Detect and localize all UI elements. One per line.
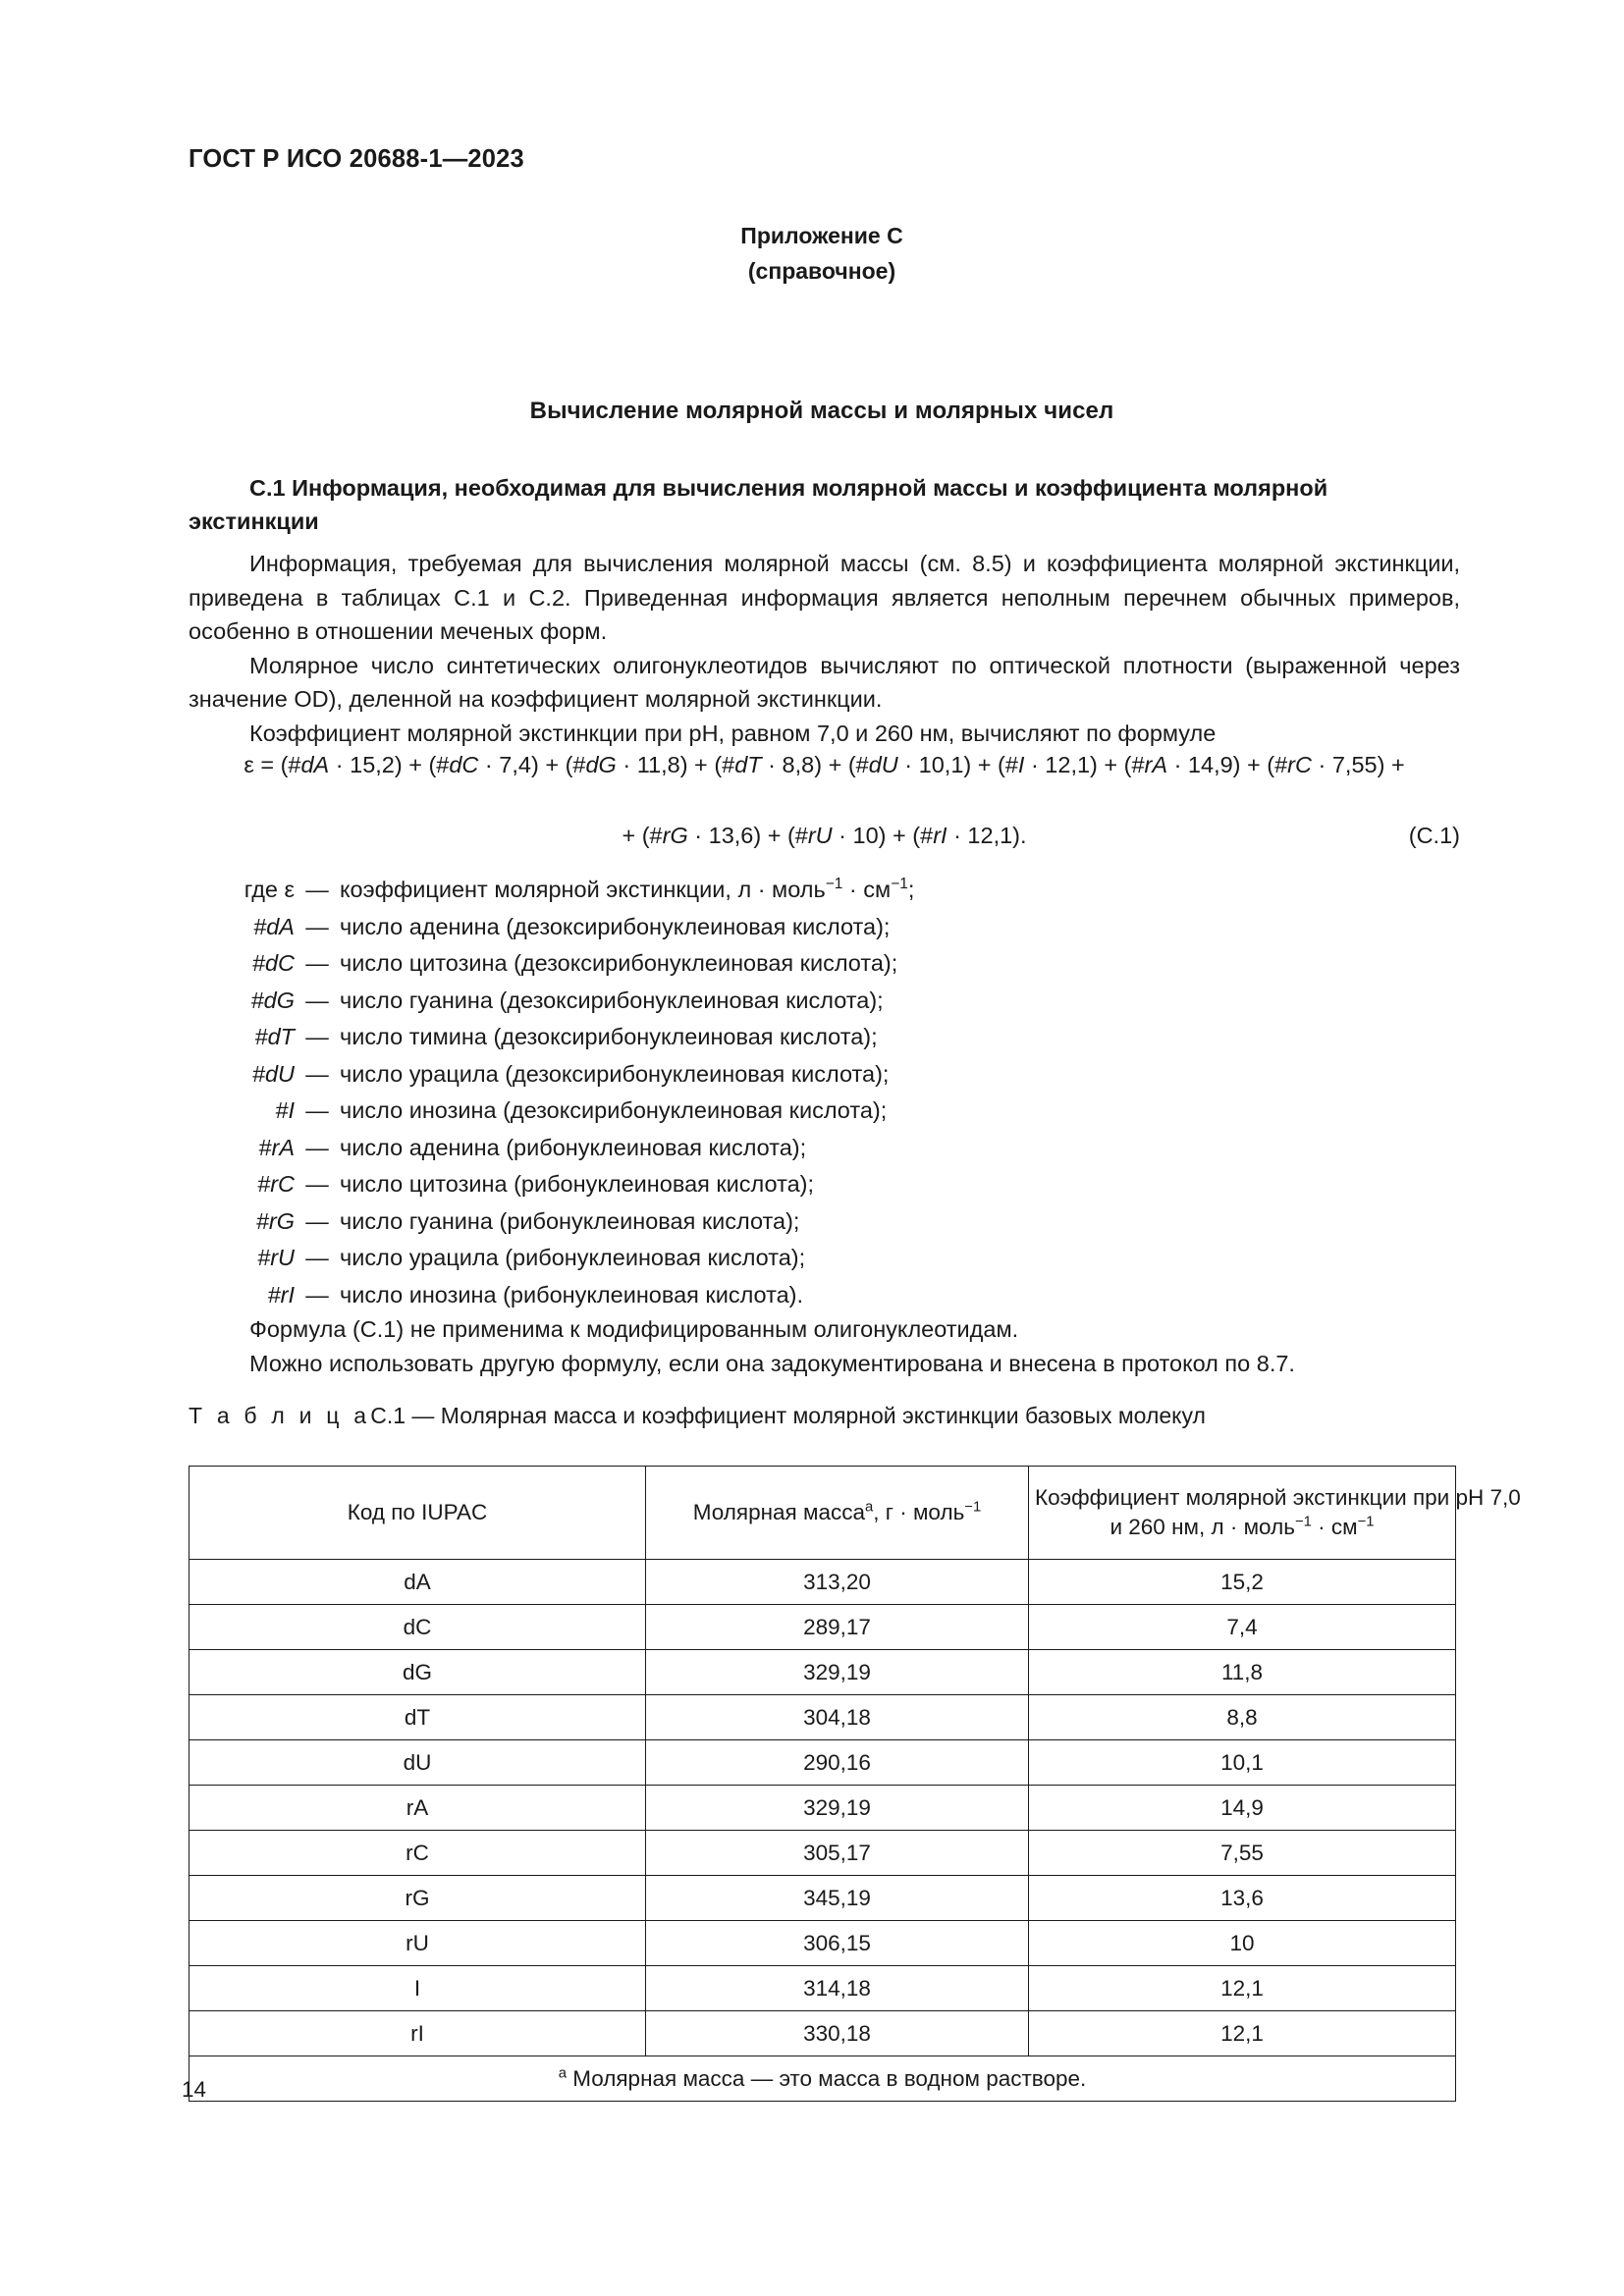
cell-extinction: 8,8 [1029,1695,1456,1740]
table-row [189,1560,1456,1605]
formula-line-2 [189,819,1460,852]
definition-dash: — [305,1245,329,1270]
table-row [189,1921,1456,1966]
definition-symbol: #rC [257,1171,295,1197]
definition-symbol: #rI [267,1281,295,1308]
column-header-iupac-code: Код по IUPAC [189,1467,646,1560]
table-body [189,1560,1456,2102]
trailing-paragraph-2: Можно использовать другую формулу, если она задокументирована и внесена в протокол по 8.7. [249,1350,1295,1376]
definition-text-pre: коэффициент молярной экстинкции, л · моль [340,877,826,902]
cell-code: rC [189,1831,646,1876]
column-header-molar-mass-pre: Молярная масса [692,1500,865,1524]
footnote-marker-superscript: a [864,1499,874,1516]
page-number: 14 [182,2077,207,2102]
cell-code: dT [189,1695,646,1740]
definition-text-mid: · см [842,877,892,902]
cell-extinction: 13,6 [1029,1876,1456,1921]
footnote-text: Молярная масса — это масса в водном растворе. [572,2065,1087,2091]
cell-extinction: 10 [1029,1921,1456,1966]
definition-symbol: #rU [257,1245,295,1270]
definition-dash: — [305,950,329,976]
definition-sup-1: −1 [825,876,843,893]
definition-symbol: #rA [258,1134,295,1160]
annex-kind: (справочное) [747,258,896,284]
cell-mass: 290,16 [646,1740,1029,1786]
table-footnote-row [189,2056,1456,2102]
cell-code: rG [189,1876,646,1921]
definition-row [137,1203,1463,1241]
definition-text: число аденина (рибонуклеиновая кислота); [340,1134,807,1160]
document-header: ГОСТ Р ИСО 20688-1—2023 [189,145,524,173]
cell-extinction: 10,1 [1029,1740,1456,1786]
cell-code: dU [189,1740,646,1786]
annex-title: Вычисление молярной массы и молярных чисел [529,398,1114,424]
cell-code: rA [189,1786,646,1831]
cell-code: dG [189,1650,646,1695]
definition-row [137,1019,1463,1056]
definition-symbol: #dU [251,1060,295,1087]
cell-extinction: 14,9 [1029,1786,1456,1831]
definition-dash: — [305,1134,329,1160]
cell-extinction: 7,55 [1029,1831,1456,1876]
column-header-extinction-mid: · см [1311,1515,1358,1539]
table-caption [189,1403,1460,1429]
definition-row [137,872,1463,909]
paragraph-2: Молярное число синтетических олигонуклеотидов вычисляют по оптической плотности (выраженной через значение OD), деленной на коэффициент молярной экстинкции. [189,652,1460,712]
table-c1 [189,1466,1521,2102]
cell-mass: 329,19 [646,1786,1029,1831]
cell-mass: 314,18 [646,1966,1029,2011]
column-header-extinction-line2 [1110,1515,1374,1539]
definition-text: число гуанина (дезоксирибонуклеиновая кислота); [340,987,884,1013]
definition-row [137,1240,1463,1277]
column-header-extinction [1029,1467,1521,1560]
formula-number: (С.1) [1408,823,1460,848]
cell-code: dA [189,1560,646,1605]
definition-symbol: #dC [251,950,295,976]
definition-symbol: #dT [254,1024,295,1049]
definition-row [137,1056,1463,1094]
trailing-paragraph-1: Формула (С.1) не применима к модифицированным олигонуклеотидам. [249,1316,1019,1342]
table-row [189,1786,1456,1831]
cell-mass: 304,18 [646,1695,1029,1740]
definition-symbol: #I [275,1097,295,1123]
cell-code: dC [189,1605,646,1650]
definition-text: число инозина (дезоксирибонуклеиновая кислота); [340,1097,888,1123]
definition-dash: — [305,1097,329,1123]
clause-heading: С.1 Информация, необходимая для вычисления молярной массы и коэффициента молярной экстинкции [189,475,1328,534]
annex-heading-block [189,218,1455,289]
definition-symbol: где ε [244,877,295,902]
column-header-extinction-sup1: −1 [1294,1514,1312,1530]
definition-sup-2: −1 [891,876,908,893]
table-row [189,1831,1456,1876]
column-header-molar-mass-sup2: −1 [964,1499,982,1516]
column-header-extinction-line1: Коэффициент молярной экстинкции при pH 7,0 [1035,1485,1521,1510]
cell-extinction: 11,8 [1029,1650,1456,1695]
definition-text: число урацила (рибонуклеиновая кислота); [340,1245,806,1270]
table-head [189,1467,1521,1560]
definition-text: число урацила (дезоксирибонуклеиновая кислота); [340,1060,890,1087]
cell-code: I [189,1966,646,2011]
definition-text [340,872,1463,909]
table-c1-wrapper [189,1466,1521,2102]
definition-text: число цитозина (дезоксирибонуклеиновая кислота); [340,950,898,976]
table-row [189,1740,1456,1786]
definition-dash: — [305,1024,329,1049]
formula-line-1: ε = (#dA · 15,2) + (#dC · 7,4) + (#dG · 11,8) + (#dT · 8,8) + (#dU · 10,1) + (#I · 12,1) + (#rA · 14,9) + (#rC · 7,55) + [244,752,1405,777]
table-caption-label: Т а б л и ц а [189,1403,371,1428]
definition-symbol: #rG [255,1207,295,1234]
table-row [189,2011,1456,2056]
definition-dash: — [305,1060,329,1087]
cell-code: rU [189,1921,646,1966]
trailing-paragraphs [189,1312,1460,1380]
cell-mass: 313,20 [646,1560,1029,1605]
definition-row [137,983,1463,1020]
cell-mass: 330,18 [646,2011,1029,2056]
cell-extinction: 7,4 [1029,1605,1456,1650]
cell-mass: 306,15 [646,1921,1029,1966]
definition-text: число цитозина (рибонуклеиновая кислота); [340,1171,815,1197]
definition-text: число тимина (дезоксирибонуклеиновая кислота); [340,1024,878,1049]
paragraph-1: Информация, требуемая для вычисления молярной массы (см. 8.5) и коэффициента молярной экстинкции, приведена в таблицах С.1 и С.2. Приведенная информация является неполным перечнем обычных примеров, особенно в отношении меченых форм. [189,551,1460,644]
table-footnote [189,2056,1456,2102]
definition-row [137,945,1463,983]
column-header-molar-mass-post: , г · моль [873,1500,965,1524]
definition-row [137,1130,1463,1167]
annex-label: Приложение С [740,223,903,248]
definition-dash: — [305,1281,329,1308]
definition-text: число гуанина (рибонуклеиновая кислота); [340,1207,800,1234]
symbol-definition-list [137,872,1463,1313]
definition-text-post: ; [907,877,915,902]
cell-extinction: 15,2 [1029,1560,1456,1605]
cell-mass: 289,17 [646,1605,1029,1650]
cell-mass: 305,17 [646,1831,1029,1876]
definition-text: число инозина (рибонуклеиновая кислота). [340,1281,804,1308]
definition-symbol: #dG [250,987,295,1013]
cell-mass: 345,19 [646,1876,1029,1921]
definition-row [137,1166,1463,1203]
table-row [189,1966,1456,2011]
cell-mass: 329,19 [646,1650,1029,1695]
table-row [189,1695,1456,1740]
table-row [189,1876,1456,1921]
definition-dash: — [305,1171,329,1197]
definition-dash: — [305,877,329,902]
definition-dash: — [305,913,329,939]
definition-row [137,909,1463,946]
footnote-marker: a [558,2065,567,2081]
table-row [189,1650,1456,1695]
cell-extinction: 12,1 [1029,2011,1456,2056]
definition-row [137,1093,1463,1130]
column-header-molar-mass [646,1467,1029,1560]
cell-extinction: 12,1 [1029,1966,1456,2011]
definition-symbol: #dA [253,913,295,939]
table-caption-text: С.1 — Молярная масса и коэффициент молярной экстинкции базовых молекул [370,1403,1206,1428]
definition-row [137,1277,1463,1314]
formula-block [189,748,1460,852]
column-header-extinction-sup2: −1 [1357,1514,1375,1530]
table-row [189,1605,1456,1650]
cell-code: rI [189,2011,646,2056]
definition-dash: — [305,1207,329,1234]
definition-dash: — [305,987,329,1013]
formula-line-2-text: + (#rG · 13,6) + (#rU · 10) + (#rI · 12,1). [622,823,1027,848]
definition-text: число аденина (дезоксирибонуклеиновая кислота); [340,913,891,939]
table-header-row [189,1467,1456,1560]
paragraph-3: Коэффициент молярной экстинкции при pH, равном 7,0 и 260 нм, вычисляют по формуле [249,720,1217,746]
column-header-extinction-pre: и 260 нм, л · моль [1110,1515,1295,1539]
body-paragraphs [189,547,1460,750]
